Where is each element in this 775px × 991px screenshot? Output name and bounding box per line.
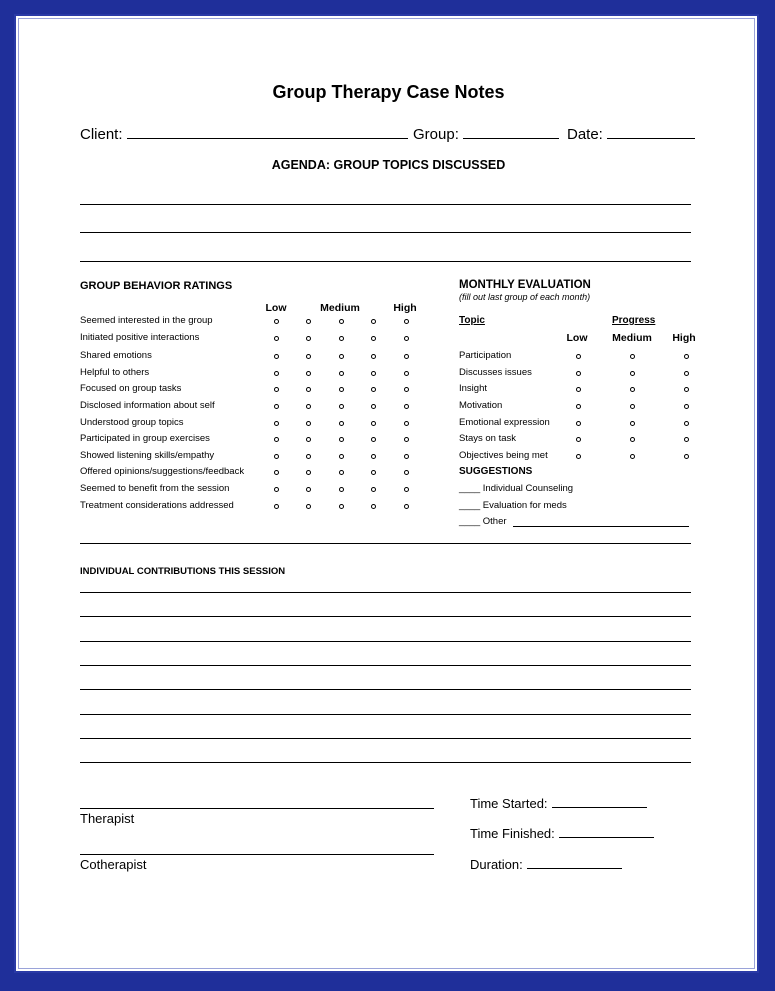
time-started-field[interactable] [470, 796, 647, 811]
behavior-item: Showed listening skills/empathy [80, 450, 215, 461]
evaluation-item: Stays on task [459, 433, 517, 444]
agenda-heading: AGENDA: GROUP TOPICS DISCUSSED [271, 158, 506, 172]
behavior-rating-radio[interactable] [339, 319, 344, 324]
behavior-rating-radio[interactable] [306, 437, 311, 442]
evaluation-rating-radio[interactable] [684, 421, 689, 426]
behavior-rating-radio[interactable] [339, 404, 344, 409]
behavior-rating-radio[interactable] [306, 336, 311, 341]
behavior-rating-radio[interactable] [404, 319, 409, 324]
behavior-rating-radio[interactable] [306, 487, 311, 492]
behavior-rating-radio[interactable] [339, 437, 344, 442]
behavior-rating-radio[interactable] [274, 421, 279, 426]
evaluation-topic-label: Topic [459, 315, 485, 326]
behavior-rating-radio[interactable] [274, 404, 279, 409]
contributions-line[interactable] [80, 665, 691, 666]
behavior-rating-radio[interactable] [371, 404, 376, 409]
agenda-line[interactable] [80, 204, 691, 205]
evaluation-item: Discusses issues [459, 367, 532, 378]
evaluation-col-low: Low [566, 332, 588, 344]
evaluation-rating-radio[interactable] [684, 371, 689, 376]
behavior-rating-radio[interactable] [371, 437, 376, 442]
evaluation-rating-radio[interactable] [630, 354, 635, 359]
time-finished-blank[interactable] [559, 826, 654, 838]
evaluation-rating-radio[interactable] [576, 371, 581, 376]
evaluation-heading: MONTHLY EVALUATION [459, 279, 591, 291]
behavior-rating-radio[interactable] [404, 354, 409, 359]
evaluation-rating-radio[interactable] [576, 387, 581, 392]
date-label: Date: [567, 126, 603, 143]
contributions-line[interactable] [80, 762, 691, 763]
evaluation-col-high: High [672, 332, 696, 344]
evaluation-rating-radio[interactable] [576, 437, 581, 442]
evaluation-item: Motivation [459, 400, 503, 411]
behavior-rating-radio[interactable] [371, 504, 376, 509]
behavior-rating-radio[interactable] [274, 437, 279, 442]
behavior-item: Treatment considerations addressed [80, 500, 234, 511]
evaluation-progress-label: Progress [612, 315, 656, 326]
behavior-rating-radio[interactable] [306, 421, 311, 426]
behavior-item: Initiated positive interactions [80, 332, 200, 343]
date-field[interactable] [567, 125, 695, 143]
behavior-rating-radio[interactable] [371, 421, 376, 426]
behavior-rating-radio[interactable] [371, 387, 376, 392]
behavior-rating-radio[interactable] [274, 487, 279, 492]
behavior-rating-radio[interactable] [371, 336, 376, 341]
behavior-rating-radio[interactable] [274, 336, 279, 341]
behavior-rating-radio[interactable] [339, 470, 344, 475]
date-blank[interactable] [607, 125, 695, 139]
behavior-rating-radio[interactable] [306, 387, 311, 392]
behavior-rating-radio[interactable] [371, 487, 376, 492]
behavior-rating-radio[interactable] [274, 387, 279, 392]
cotherapist-label: Cotherapist [80, 857, 147, 872]
behavior-rating-radio[interactable] [339, 454, 344, 459]
behavior-rating-radio[interactable] [306, 504, 311, 509]
contributions-line[interactable] [80, 689, 691, 690]
time-finished-label: Time Finished: [470, 826, 555, 841]
contributions-line[interactable] [80, 592, 691, 593]
behavior-rating-radio[interactable] [306, 354, 311, 359]
behavior-rating-radio[interactable] [404, 404, 409, 409]
behavior-heading: GROUP BEHAVIOR RATINGS [80, 280, 233, 292]
evaluation-rating-radio[interactable] [684, 354, 689, 359]
group-blank[interactable] [463, 125, 559, 139]
behavior-rating-radio[interactable] [274, 470, 279, 475]
behavior-rating-radio[interactable] [371, 354, 376, 359]
evaluation-rating-radio[interactable] [576, 404, 581, 409]
evaluation-rating-radio[interactable] [684, 454, 689, 459]
form-title: Group Therapy Case Notes [272, 82, 505, 102]
behavior-item: Focused on group tasks [80, 383, 182, 394]
behavior-item: Shared emotions [80, 350, 152, 361]
contributions-line[interactable] [80, 714, 691, 715]
evaluation-rating-radio[interactable] [684, 404, 689, 409]
behavior-rating-radio[interactable] [404, 487, 409, 492]
behavior-rating-radio[interactable] [404, 470, 409, 475]
evaluation-item: Emotional expression [459, 417, 550, 428]
behavior-rating-radio[interactable] [274, 354, 279, 359]
evaluation-rating-radio[interactable] [576, 354, 581, 359]
suggestion-other-blank[interactable] [513, 526, 689, 527]
behavior-item: Disclosed information about self [80, 400, 215, 411]
contributions-heading: INDIVIDUAL CONTRIBUTIONS THIS SESSION [80, 566, 286, 577]
behavior-rating-radio[interactable] [371, 319, 376, 324]
contributions-line[interactable] [80, 738, 691, 739]
evaluation-note: (fill out last group of each month) [459, 292, 591, 302]
evaluation-item: Insight [459, 383, 487, 394]
behavior-rating-radio[interactable] [274, 504, 279, 509]
evaluation-item: Participation [459, 350, 512, 361]
therapist-signature-line[interactable] [80, 808, 434, 809]
contributions-line[interactable] [80, 616, 691, 617]
behavior-rating-radio[interactable] [306, 371, 311, 376]
evaluation-rating-radio[interactable] [576, 421, 581, 426]
behavior-rating-radio[interactable] [404, 421, 409, 426]
behavior-col-low: Low [265, 302, 287, 314]
behavior-rating-radio[interactable] [306, 319, 311, 324]
behavior-rating-radio[interactable] [404, 504, 409, 509]
evaluation-rating-radio[interactable] [630, 387, 635, 392]
behavior-rating-radio[interactable] [371, 470, 376, 475]
behavior-item: Helpful to others [80, 367, 150, 378]
evaluation-rating-radio[interactable] [630, 404, 635, 409]
evaluation-rating-radio[interactable] [684, 437, 689, 442]
behavior-rating-radio[interactable] [339, 421, 344, 426]
evaluation-rating-radio[interactable] [630, 437, 635, 442]
behavior-rating-radio[interactable] [404, 336, 409, 341]
behavior-rating-radio[interactable] [339, 336, 344, 341]
behavior-col-high: High [393, 302, 417, 314]
time-started-blank[interactable] [552, 796, 647, 808]
time-finished-field[interactable] [470, 826, 654, 841]
behavior-rating-radio[interactable] [306, 404, 311, 409]
behavior-item: Offered opinions/suggestions/feedback [80, 466, 245, 477]
duration-field[interactable] [470, 857, 622, 872]
behavior-rating-radio[interactable] [339, 371, 344, 376]
duration-blank[interactable] [527, 857, 622, 869]
evaluation-rating-radio[interactable] [630, 371, 635, 376]
form-page [14, 14, 759, 973]
behavior-rating-radio[interactable] [339, 387, 344, 392]
behavior-rating-radio[interactable] [371, 454, 376, 459]
behavior-rating-radio[interactable] [306, 470, 311, 475]
behavior-item: Participated in group exercises [80, 433, 210, 444]
therapist-label: Therapist [80, 811, 135, 826]
behavior-rating-radio[interactable] [274, 319, 279, 324]
suggestions-heading: SUGGESTIONS [459, 466, 533, 477]
behavior-rating-radio[interactable] [339, 354, 344, 359]
client-label: Client: [80, 126, 123, 143]
agenda-line[interactable] [80, 261, 691, 262]
time-started-label: Time Started: [470, 796, 548, 811]
behavior-rating-radio[interactable] [404, 387, 409, 392]
evaluation-rating-radio[interactable] [630, 421, 635, 426]
client-field[interactable] [80, 125, 408, 143]
evaluation-rating-radio[interactable] [684, 387, 689, 392]
behavior-rating-radio[interactable] [274, 454, 279, 459]
group-label: Group: [413, 126, 459, 143]
behavior-item: Seemed to benefit from the session [80, 483, 230, 494]
behavior-col-medium: Medium [320, 302, 360, 314]
evaluation-item: Objectives being met [459, 450, 548, 461]
section-divider [80, 543, 691, 544]
behavior-rating-radio[interactable] [339, 487, 344, 492]
evaluation-rating-radio[interactable] [630, 454, 635, 459]
behavior-rating-radio[interactable] [339, 504, 344, 509]
group-field[interactable] [413, 125, 559, 143]
duration-label: Duration: [470, 857, 523, 872]
evaluation-col-medium: Medium [612, 332, 652, 344]
client-blank[interactable] [127, 125, 408, 139]
cotherapist-signature-line[interactable] [80, 854, 434, 855]
behavior-rating-radio[interactable] [274, 371, 279, 376]
suggestion-evaluation-for-meds[interactable]: ____ Evaluation for meds [459, 500, 567, 511]
suggestion-individual-counseling[interactable]: ____ Individual Counseling [459, 483, 574, 494]
behavior-rating-radio[interactable] [306, 454, 311, 459]
behavior-rating-radio[interactable] [371, 371, 376, 376]
behavior-rating-radio[interactable] [404, 437, 409, 442]
suggestion-other[interactable]: ____ Other [459, 516, 507, 527]
behavior-item: Seemed interested in the group [80, 315, 213, 326]
behavior-item: Understood group topics [80, 417, 184, 428]
behavior-rating-radio[interactable] [404, 371, 409, 376]
contributions-line[interactable] [80, 641, 691, 642]
agenda-line[interactable] [80, 232, 691, 233]
evaluation-rating-radio[interactable] [576, 454, 581, 459]
behavior-rating-radio[interactable] [404, 454, 409, 459]
